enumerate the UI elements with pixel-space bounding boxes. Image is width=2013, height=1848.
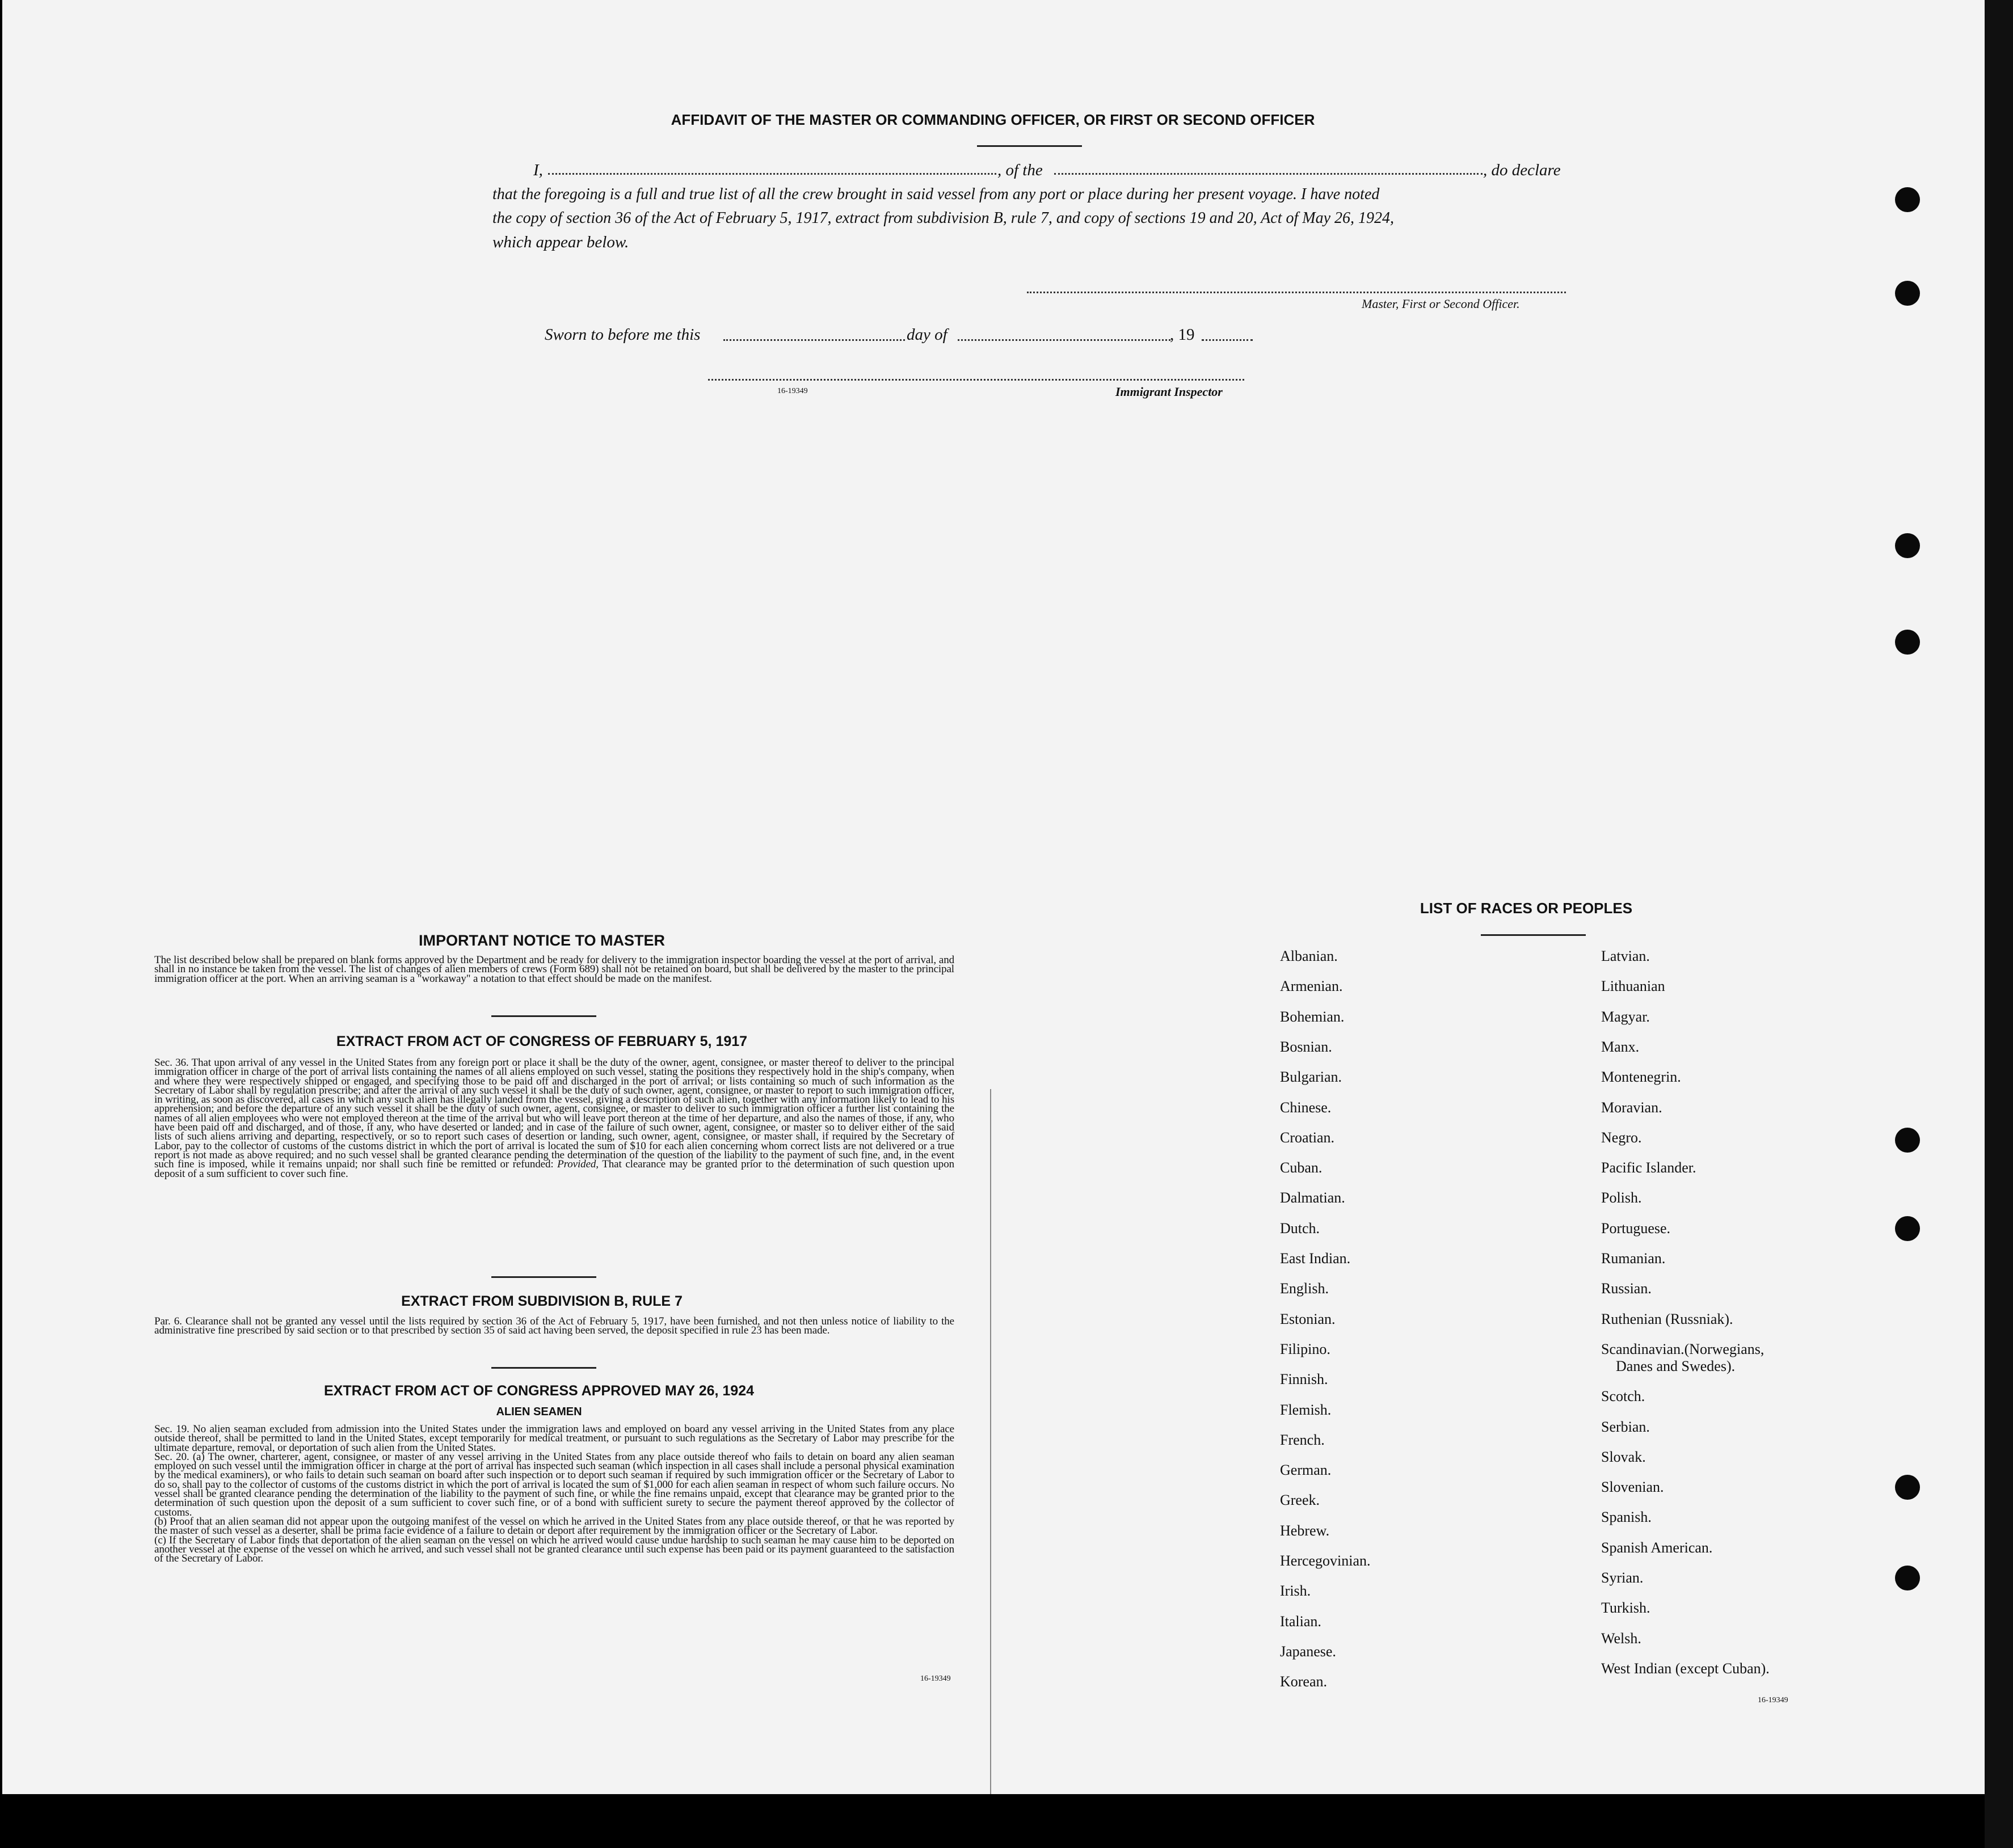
race-item: Manx.: [1601, 1038, 1640, 1055]
form-number: 16-19349: [777, 387, 808, 395]
punch-hole: [1895, 281, 1920, 306]
affidavit-line-2: the copy of section 36 of the Act of February 5, 1917, extract from subdivision B, rule 7, and copy of sections 19 and 20, Act of May 26, 1924,: [492, 209, 1395, 227]
day-of-text: day of: [907, 326, 947, 344]
race-item: Dalmatian.: [1280, 1189, 1345, 1206]
sworn-month-blank[interactable]: [958, 339, 1170, 341]
master-signature-blank[interactable]: [1027, 292, 1566, 293]
affidavit-title: AFFIDAVIT OF THE MASTER OR COMMANDING OFFICER, OR FIRST OR SECOND OFFICER: [671, 111, 1315, 128]
act-1924-subtitle: ALIEN SEAMEN: [496, 1406, 582, 1418]
race-item: Pacific Islander.: [1601, 1159, 1696, 1176]
punch-hole: [1895, 187, 1920, 212]
race-item: Latvian.: [1601, 948, 1650, 964]
act-1917-provided: Provided,: [557, 1158, 599, 1171]
race-item: Hebrew.: [1280, 1522, 1330, 1539]
sec-20b-text: (b) Proof that an alien seaman did not appear upon the outgoing manifest of the vessel on which he arrived in the United States from any place outside thereof, or that he was reported by the master of such vessel as a deserter, shall be prima facie evidence of a failure to detain or deport after requirement by the immigration officer or the Secretary of Labor.: [154, 1515, 954, 1537]
race-item: Syrian.: [1601, 1569, 1644, 1586]
race-item: Moravian.: [1601, 1099, 1662, 1116]
rule-7-title: EXTRACT FROM SUBDIVISION B, RULE 7: [401, 1293, 683, 1309]
race-item: Negro.: [1601, 1129, 1642, 1146]
divider: [491, 1276, 596, 1278]
affidavit-do-declare: , do declare: [1483, 161, 1561, 179]
race-item: Irish.: [1280, 1583, 1311, 1600]
race-item: Danes and Swedes).: [1616, 1357, 1736, 1374]
race-item: Welsh.: [1601, 1630, 1641, 1647]
act-1917-text: [154, 1058, 954, 1179]
act-1917-body: Sec. 36. That upon arrival of any vessel in the United States from any foreign port or place it shall be the duty of the owner, agent, consignee, or master thereof to deliver to the principal immigration officer in charge of the port of arrival lists containing the names of all aliens employed on such vessel, stating the positions they respectively hold in the ship's company, when and where they were respectively shipped or engaged, and specifying those to be paid off and discharged in the port of arrival; or lists containing so much of such information as the Secretary of Labor shall by regulation prescribe; and after the arrival of any such vessel it shall be the duty of such owner, agent, consignee, or master to report to such immigration officer, in writing, as soon as discovered, all cases in which any such alien has illegally landed from the vessel, giving a description of such alien, together with any information likely to lead to his apprehension; and before the departure of any such vessel it shall be the duty of such owner, agent, consignee, or master to deliver to such immigration officer a further list containing the names of all alien employees who were not employed thereon at the time of the arrival but who will leave port thereon at the time of her departure, and also the names of those, if any, who have been paid off and discharged, and of those, if any, who have deserted or landed; and in case of the failure of such owner, agent, consignee, or master so to deliver either of the said lists of such aliens arriving and departing, respectively, or so to report such cases of desertion or landing, such owner, agent, consignee, or master shall, if required by the Secretary of Labor, pay to the collector of customs of the customs district in which the port of arrival is located the sum of $10 for each alien concerning whom correct lists are not delivered or a true report is not made as above required; and no such vessel shall be granted clearance pending the determination of the question of the liability to the payment of such fine, and, in the event such fine is imposed, while it remains unpaid; nor shall such fine be remitted or refunded:: [154, 1057, 954, 1171]
sworn-text: Sworn to before me this: [545, 326, 701, 344]
notice-text: The list described below shall be prepared on blank forms approved by the Department and be ready for delivery to the immigration inspector boarding the vessel at the port of arrival, and shall in no instance be taken from the vessel. The list of changes of alien members of crews (Form 689) shall not be retained on board, but shall be delivered by the master to the principal immigration officer at the port. When an arriving seaman is a "workaway" a notation to that effect should be made on the manifest.: [154, 954, 954, 985]
race-item: Portuguese.: [1601, 1220, 1671, 1237]
races-title: LIST OF RACES OR PEOPLES: [1420, 900, 1633, 917]
affidavit-line-1: that the foregoing is a full and true list of all the crew brought in said vessel from any port or place during her present voyage. I have noted: [492, 185, 1380, 203]
race-item: Finnish.: [1280, 1371, 1328, 1388]
race-item: Magyar.: [1601, 1008, 1650, 1025]
race-item: Armenian.: [1280, 978, 1343, 995]
punch-hole: [1895, 630, 1920, 655]
race-item: Rumanian.: [1601, 1250, 1666, 1267]
race-item: Greek.: [1280, 1492, 1320, 1509]
sec-19-text: Sec. 19. No alien seaman excluded from admission into the United States under the immigration laws and employed on board any vessel arriving in the United States from any place outside thereof, shall be permitted to land in the United States, except temporarily for medical treatment, or pursuant to such regulations as the Secretary of Labor may prescribe for the ultimate departure, removal, or deportation of such alien from the United States.: [154, 1423, 954, 1454]
race-item: Filipino.: [1280, 1340, 1330, 1357]
punch-hole: [1895, 533, 1920, 558]
race-item: Hercegovinian.: [1280, 1552, 1371, 1569]
divider: [977, 145, 1082, 147]
divider: [491, 1015, 596, 1017]
race-item: Italian.: [1280, 1613, 1321, 1630]
affidavit-i-label: I,: [533, 161, 543, 179]
rule-7-text: Par. 6. Clearance shall not be granted any vessel until the lists required by section 36 of the Act of February 5, 1917, have been furnished, and not then unless notice of liability to the administrative fine prescribed by said section or to that prescribed by section 35 of said act having been served, the deposit specified in rule 23 has been made.: [154, 1315, 954, 1337]
race-item: Croatian.: [1280, 1129, 1335, 1146]
inspector-caption: Immigrant Inspector: [1115, 385, 1223, 399]
name-blank[interactable]: [548, 173, 996, 175]
race-item: East Indian.: [1280, 1250, 1351, 1267]
sworn-year-blank[interactable]: [1202, 339, 1253, 341]
race-item: Korean.: [1280, 1673, 1328, 1690]
punch-hole: [1895, 1475, 1920, 1500]
race-item: Spanish.: [1601, 1509, 1652, 1526]
race-item: Flemish.: [1280, 1401, 1332, 1418]
race-item: Serbian.: [1601, 1418, 1650, 1435]
act-1924-text: [154, 1425, 954, 1563]
race-item: Estonian.: [1280, 1310, 1336, 1327]
race-item: Bosnian.: [1280, 1038, 1332, 1055]
race-item: Albanian.: [1280, 948, 1338, 964]
race-item: Turkish.: [1601, 1600, 1650, 1617]
affidavit-line-3: which appear below.: [492, 233, 629, 251]
form-number: 16-19349: [1758, 1696, 1788, 1704]
race-item: Lithuanian: [1601, 978, 1665, 995]
race-item: Chinese.: [1280, 1099, 1332, 1116]
inspector-signature-blank[interactable]: [708, 379, 1244, 381]
race-item: Spanish American.: [1601, 1539, 1713, 1556]
race-item: Cuban.: [1280, 1159, 1323, 1176]
race-item: Bulgarian.: [1280, 1069, 1342, 1086]
form-number: 16-19349: [920, 1674, 951, 1683]
sec-20a-text: Sec. 20. (a) The owner, charterer, agent, consignee, or master of any vessel arriving in the United States from any place outside thereof who fails to detain on board any alien seaman employed on such vessel until the immigration officer in charge at the port of arrival has inspected such seaman (which inspection in all cases shall include a personal physical examination by the medical examiners), or who fails to detain such seaman on board after such inspection or to deport such seaman if required by such immigration officer or the Secretary of Labor to do so, shall pay to the collector of customs of the customs district in which the port of arrival is located the sum of $1,000 for each alien seaman in respect of whom such failure occurs. No vessel shall be granted clearance pending the determination of the liability to the payment of such fine, or while the fine remains unpaid, except that clearance may be granted prior to the determination of such question upon the deposit of a sum sufficient to cover such fine, or of a bond with sufficient surety to secure the payment thereof approved by the collector of customs.: [154, 1450, 954, 1518]
master-caption: Master, First or Second Officer.: [1362, 297, 1520, 311]
punch-hole: [1895, 1216, 1920, 1241]
notice-title: IMPORTANT NOTICE TO MASTER: [419, 932, 665, 949]
race-item: Ruthenian (Russniak).: [1601, 1310, 1733, 1327]
sworn-day-blank[interactable]: [723, 339, 905, 341]
punch-hole: [1895, 1128, 1920, 1153]
vessel-blank[interactable]: [1054, 173, 1483, 175]
race-item: English.: [1280, 1280, 1329, 1297]
sec-20c-text: (c) If the Secretary of Labor finds that deportation of the alien seaman on the vessel on which he arrived would cause undue hardship to such seaman he may cause him to be deported on another vessel at the expense of the vessel on which he arrived, and such vessel shall not be granted clearance until such expense has been paid or its payment guaranteed to the satisfaction of the Secretary of Labor.: [154, 1534, 954, 1565]
year-text: , 19: [1170, 326, 1195, 344]
race-item: Japanese.: [1280, 1643, 1336, 1660]
race-item: French.: [1280, 1431, 1325, 1448]
race-item: Dutch.: [1280, 1220, 1320, 1237]
scan-edge: [1985, 0, 2013, 1848]
race-item: Scandinavian.(Norwegians,: [1601, 1340, 1764, 1357]
race-item: Polish.: [1601, 1189, 1642, 1206]
race-item: Slovak.: [1601, 1448, 1646, 1465]
divider: [1481, 934, 1586, 936]
race-item: Scotch.: [1601, 1388, 1645, 1405]
race-item: Russian.: [1601, 1280, 1652, 1297]
race-item: German.: [1280, 1462, 1332, 1479]
act-1924-title: EXTRACT FROM ACT OF CONGRESS APPROVED MAY 26, 1924: [323, 1383, 755, 1399]
act-1917-title: EXTRACT FROM ACT OF CONGRESS OF FEBRUARY 5, 1917: [336, 1033, 748, 1049]
divider: [491, 1367, 596, 1369]
act-1917-body-end: That clearance may be granted prior to the determination of such question upon deposit of a sum sufficient to cover such fine.: [154, 1158, 954, 1180]
fold-line: [990, 1089, 991, 1794]
affidavit-of-the: , of the: [997, 161, 1043, 179]
punch-hole: [1895, 1566, 1920, 1590]
race-item: Bohemian.: [1280, 1008, 1345, 1025]
race-item: West Indian (except Cuban).: [1601, 1660, 1770, 1677]
race-item: Slovenian.: [1601, 1479, 1664, 1496]
race-item: Montenegrin.: [1601, 1069, 1681, 1086]
